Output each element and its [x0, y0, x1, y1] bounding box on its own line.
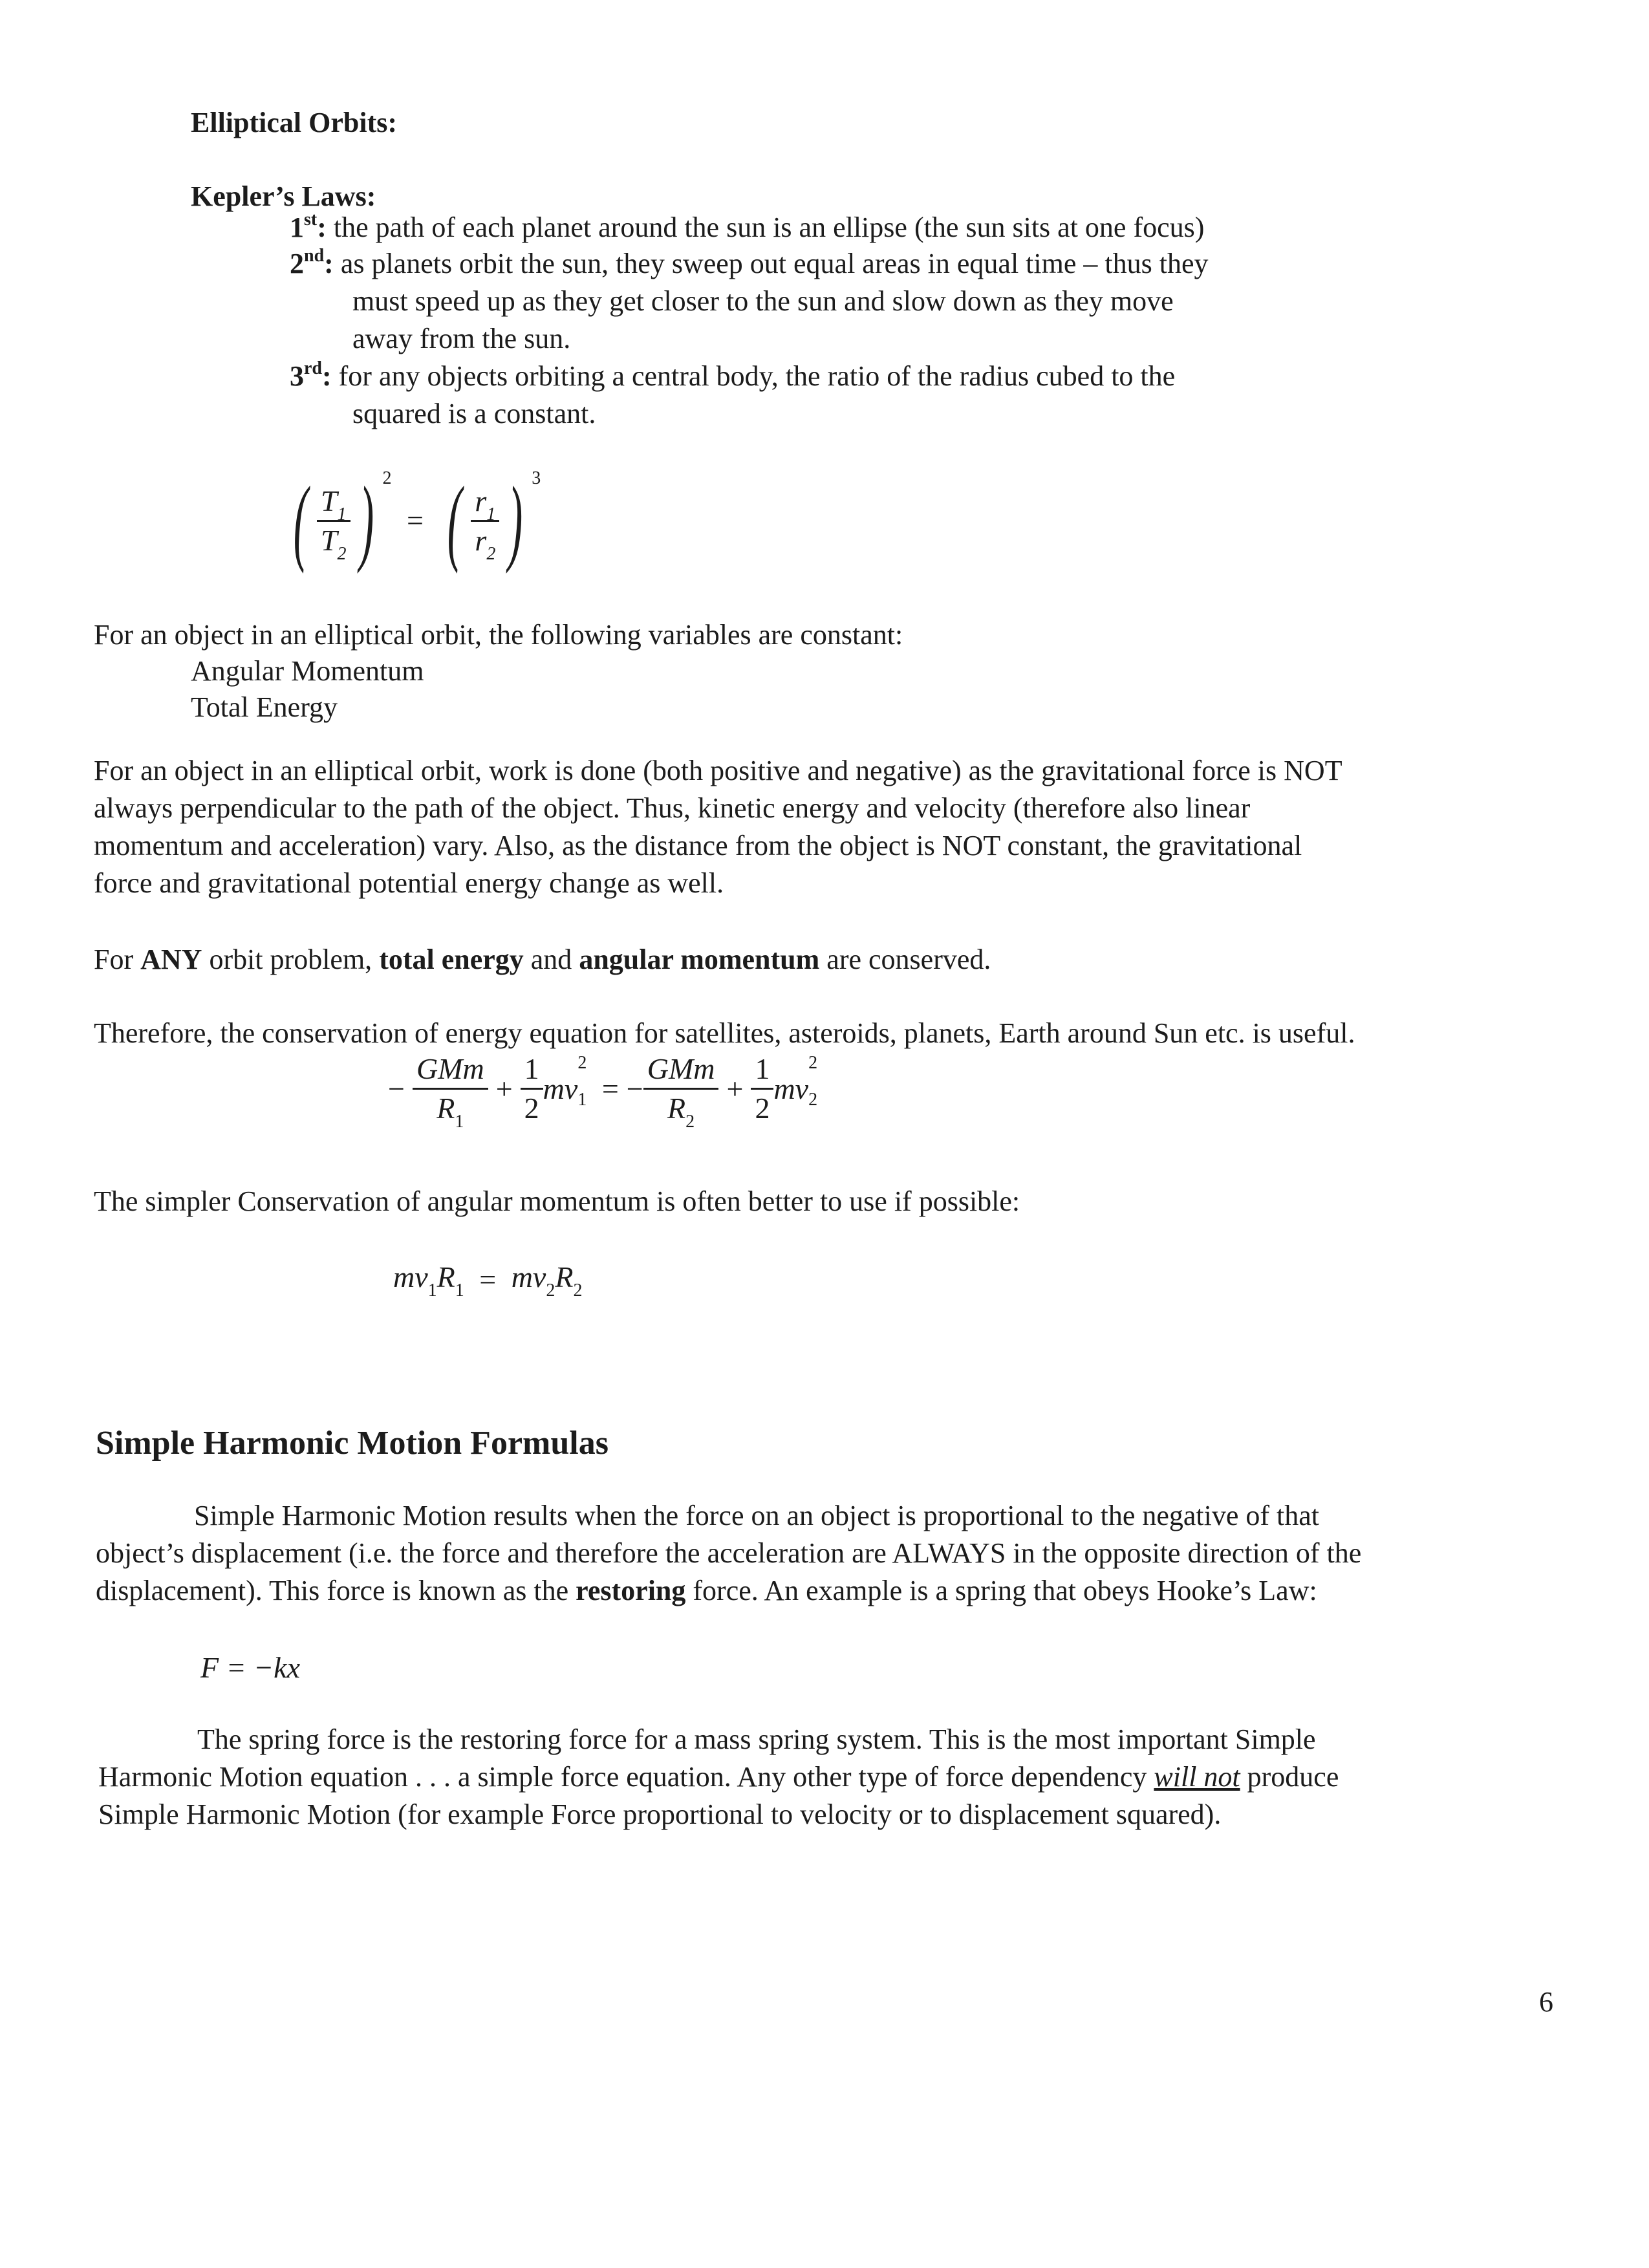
kepler-law-3-text-line2: squared is a constant. [352, 398, 596, 429]
shm-paragraph2-line2: Harmonic Motion equation . . . a simple force equation. Any other type of force dependency will not produce [98, 1761, 1339, 1793]
keplers-laws-heading: Kepler’s Laws: [191, 180, 376, 212]
constant-angular-momentum: Angular Momentum [191, 655, 424, 687]
shm-heading: Simple Harmonic Motion Formulas [96, 1425, 609, 1462]
page-number: 6 [1539, 1986, 1553, 2018]
kepler-law-2-text-line2: must speed up as they get closer to the sun and slow down as they move [352, 285, 1174, 317]
elliptical-orbits-heading: Elliptical Orbits: [191, 107, 397, 138]
kepler-law-3 [290, 358, 1176, 392]
hookes-law-equation: F = −kx [200, 1651, 301, 1684]
kepler-law-2 [290, 246, 1209, 279]
shm-paragraph1-line3: displacement). This force is known as the restoring force. An example is a spring that obeys Hooke’s Law: [96, 1575, 1317, 1606]
angular-momentum-equation: $mv_1R_1 = mv_2R_2$ [393, 1260, 583, 1301]
therefore-statement: Therefore, the conservation of energy equation for satellites, asteroids, planets, Earth around Sun etc. is useful. [94, 1017, 1355, 1049]
kepler-law-3-text-line1: for any objects orbiting a central body, the ratio of the radius cubed to the [338, 360, 1176, 392]
constants-intro: For an object in an elliptical orbit, the following variables are constant: [94, 619, 903, 651]
kepler-law-2-text-line3: away from the sun. [352, 323, 571, 354]
kepler-law-2-ord: 2nd: [290, 246, 334, 279]
kepler-law-2-text-line1: as planets orbit the sun, they sweep out equal areas in equal time – thus they [340, 248, 1209, 279]
angular-momentum-statement: The simpler Conservation of angular momentum is often better to use if possible: [94, 1185, 1020, 1217]
shm-paragraph1-line1: Simple Harmonic Motion results when the force on an object is proportional to the negative of that [194, 1500, 1320, 1531]
kepler-third-law-equation: ( $\frac{T_1}{T_2}$ ) $^2$ = ( $\frac{r_1}{r_2}$ ) $^3$ [293, 467, 541, 574]
radius-ratio: $\frac{r_1}{r_2}$ [471, 486, 499, 556]
shm-paragraph2-line3: Simple Harmonic Motion (for example Force proportional to velocity or to displacement squared). [98, 1798, 1222, 1830]
work-paragraph-line3: momentum and acceleration) vary. Also, as the distance from the object is NOT constant, the gravitational [94, 830, 1302, 861]
kepler-law-3-ord: 3rd: [290, 358, 332, 392]
kepler-law-1-text: the path of each planet around the sun is an ellipse (the sun sits at one focus) [333, 211, 1205, 243]
kepler-law-1 [290, 210, 1205, 243]
kepler-law-1-ord: 1st: [290, 210, 327, 243]
work-paragraph-line4: force and gravitational potential energy change as well. [94, 867, 724, 899]
shm-paragraph1-line2: object’s displacement (i.e. the force and therefore the acceleration are ALWAYS in the opposite direction of the [96, 1537, 1362, 1569]
period-ratio: $\frac{T_1}{T_2}$ [317, 486, 350, 556]
shm-paragraph2-line1: The spring force is the restoring force for a mass spring system. This is the most important Simple [197, 1723, 1316, 1755]
energy-conservation-equation: − $\frac{\text{GMm}}{R_1}$ + $\frac{1}{2}$ $mv_1^2$ = − $\frac{\text{GMm}}{R_2}$ + $\frac{1}{2}$ $mv_2^2$ [388, 1052, 818, 1132]
constant-total-energy: Total Energy [191, 691, 338, 723]
work-paragraph-line2: always perpendicular to the path of the object. Thus, kinetic energy and velocity (therefore also linear [94, 792, 1251, 824]
work-paragraph-line1: For an object in an elliptical orbit, work is done (both positive and negative) as the gravitational force is NOT [94, 755, 1342, 786]
any-orbit-statement: For ANY orbit problem, total energy and angular momentum are conserved. [94, 944, 991, 975]
